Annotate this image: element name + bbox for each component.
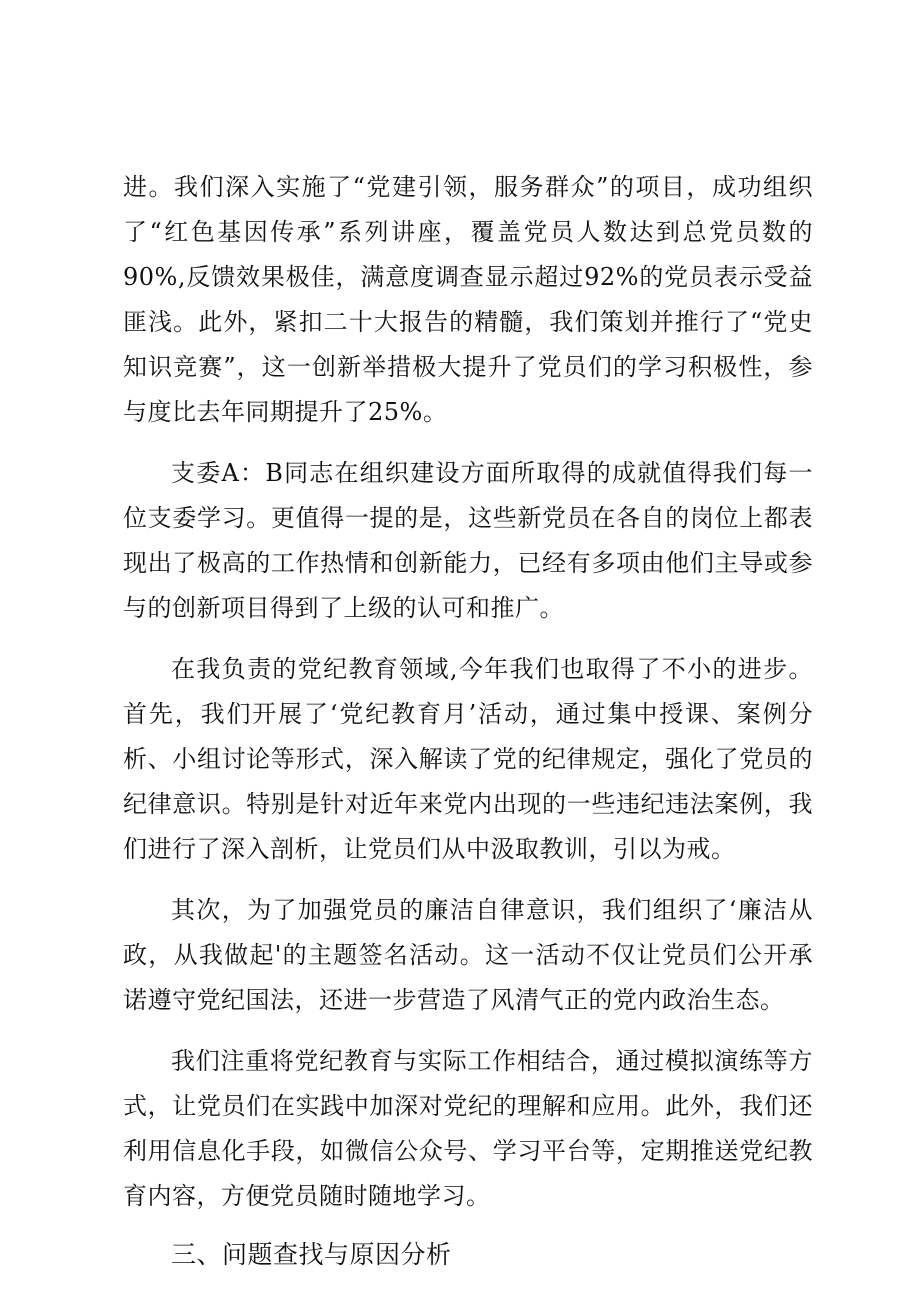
paragraph-branch-committee-a: 支委A：B同志在组织建设方面所取得的成就值得我们每一位支委学习。更值得一提的是，这些新党员在各自的岗位上都表现出了极高的工作热情和创新能力，已经有多项由他们主导或参与的创新项目得到了上级的认可和推广。 bbox=[123, 459, 813, 622]
section-heading: 三、问题查找与原因分析 bbox=[171, 1240, 452, 1269]
paragraph-discipline-education: 在我负责的党纪教育领域,今年我们也取得了不小的进步。首先，我们开展了‘党纪教育月’活动，通过集中授课、案例分析、小组讨论等形式，深入解读了党的纪律规定，强化了党员的纪律意识。特别是针对近年来党内出现的一些违纪违法案例，我们进行了深入剖析，让党员们从中汲取教训，引以为戒。 bbox=[123, 655, 813, 863]
paragraph-practice-integration: 我们注重将党纪教育与实际工作相结合，通过模拟演练等方式，让党员们在实践中加深对党纪的理解和应用。此外，我们还利用信息化手段，如微信公众号、学习平台等，定期推送党纪教育内容，方便党员随时随地学习。 bbox=[123, 1047, 813, 1210]
paragraph-integrity-activity: 其次，为了加强党员的廉洁自律意识，我们组织了‘廉洁从政，从我做起'的主题签名活动。这一活动不仅让党员们公开承诺遵守党纪国法，还进一步营造了风清气正的党内政治生态。 bbox=[123, 896, 813, 1014]
paragraph-continuation: 进。我们深入实施了“党建引领，服务群众”的项目，成功组织了“红色基因传承”系列讲座，覆盖党员人数达到总党员数的90%,反馈效果极佳，满意度调查显示超过92%的党员表示受益匪浅。此外，紧扣二十大报告的精髓，我们策划并推行了“党史知识竞赛”，这一创新举措极大提升了党员们的学习积极性，参与度比去年同期提升了25%。 bbox=[123, 173, 813, 426]
document-body bbox=[123, 165, 813, 1275]
